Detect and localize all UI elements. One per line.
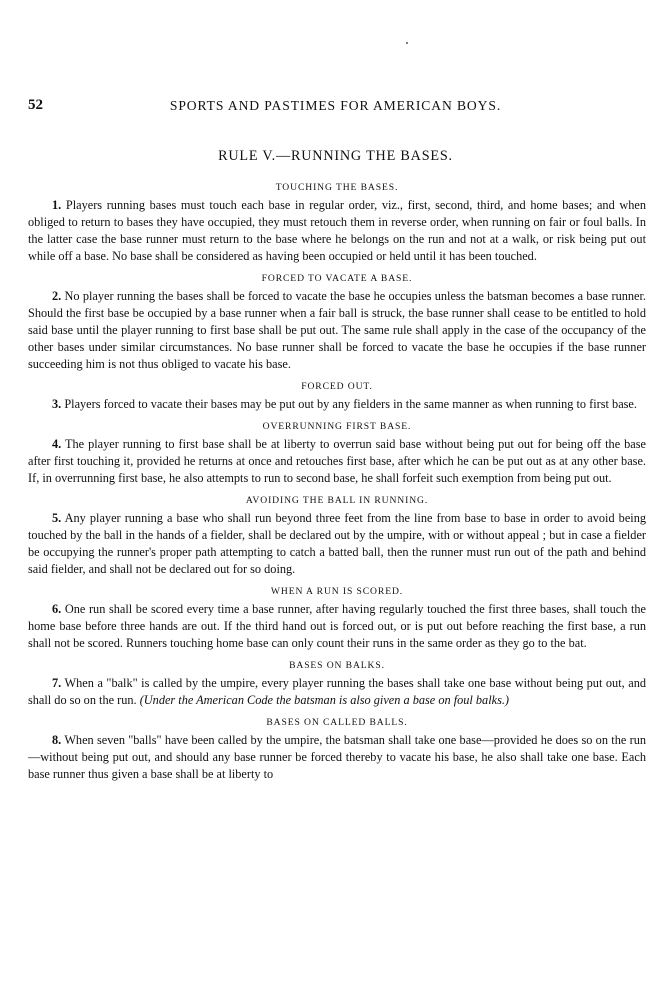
paragraph-text: When seven "balls" have been called by the umpire, the batsman shall take one base—provided he does so on the run—without being put out, and should any base runner be forced thereby to vacate his base, he also shall take one base. Each base runner thus given a base shall be at liberty to	[28, 733, 646, 781]
paragraph-number: 7.	[52, 676, 62, 690]
paragraph-note: (Under the American Code the batsman is also given a base on foul balks.)	[139, 693, 510, 707]
paragraph-text: The player running to first base shall be at liberty to overrun said base without being put out for being off the base after first touching it, provided he returns at once and retouches first base, after which he can be put out as at any other base. If, in overrunning first base, he also attempts to run to second base, he shall forfeit such exemption from being put out.	[28, 437, 646, 485]
paragraph-text: When a "balk" is called by the umpire, every player running the bases shall take one base without being put out, and shall do so on the run.	[28, 676, 646, 707]
section-paragraph	[28, 197, 646, 265]
section-heading: OVERRUNNING FIRST BASE.	[262, 421, 412, 432]
section-heading: FORCED OUT.	[301, 381, 373, 392]
section-heading: FORCED TO VACATE A BASE.	[261, 273, 413, 284]
section-paragraph	[28, 601, 646, 652]
section-paragraph	[28, 732, 646, 783]
paragraph-text: One run shall be scored every time a base runner, after having regularly touched the first three bases, shall touch the home base before three hands are out. If the third hand out is forced out, or is put out before reaching the first base, a run shall not be scored. Runners touching home base can only count their runs in the same order as they go to the bat.	[28, 602, 647, 650]
paragraph-number: 5.	[52, 511, 62, 525]
section-paragraph	[28, 510, 646, 578]
section-heading: WHEN A RUN IS SCORED.	[270, 586, 404, 597]
paragraph-text: No player running the bases shall be forced to vacate the base he occupies unless the batsman becomes a base runner. Should the first base be occupied by a base runner when a fair ball is struck, the base runner shall cease to be entitled to hold said base until the player running to first base shall be put out. The same rule shall apply in the case of the occupancy of the other bases under similar circumstances. No base runner shall be forced to vacate the base he occupies if the base runner succeeding him is not thus obliged to vacate his base.	[28, 289, 646, 371]
section-paragraph	[28, 288, 646, 373]
paragraph-text: Any player running a base who shall run beyond three feet from the line from base to base in order to avoid being touched by the ball in the hands of a fielder, shall be declared out by the umpire, with or without appeal ; but in case a fielder be occupying the runner's proper path attempting to catch a batted ball, then the runner must run out of the path and behind said fielder, and shall not be declared out for so doing.	[28, 511, 646, 576]
paragraph-text: Players running bases must touch each base in regular order, viz., first, second, third, and home bases; and when obliged to return to bases they have occupied, they must retouch them in reverse order, when running on fair or foul balls. In the latter case the base runner must return to the base where he belongs on the run and not at a walk, or risk being put out while off a base. No base shall be considered as having been occupied or held until it has been touched.	[28, 198, 646, 263]
paragraph-number: 6.	[52, 602, 62, 616]
paragraph-number: 1.	[52, 198, 62, 212]
running-header	[28, 97, 643, 119]
page-number: 52	[28, 97, 43, 113]
section-heading: AVOIDING THE BALL IN RUNNING.	[245, 495, 429, 506]
section-paragraph	[28, 436, 646, 487]
section-heading: TOUCHING THE BASES.	[275, 182, 399, 193]
paragraph-number: 4.	[52, 437, 62, 451]
paragraph-text: Players forced to vacate their bases may be put out by any fielders in the same manner as when running to first base.	[64, 397, 637, 411]
book-title: SPORTS AND PASTIMES FOR AMERICAN BOYS.	[169, 98, 502, 113]
section-paragraph	[28, 396, 646, 413]
section-heading: BASES ON CALLED BALLS.	[266, 717, 408, 728]
paragraph-number: 8.	[52, 733, 62, 747]
ink-speck	[406, 42, 408, 44]
paragraph-number: 2.	[52, 289, 62, 303]
section-paragraph	[28, 675, 646, 709]
rule-body	[28, 176, 646, 791]
section-heading: BASES ON BALKS.	[289, 660, 385, 671]
rule-title: RULE V.—RUNNING THE BASES.	[218, 148, 453, 164]
paragraph-number: 3.	[52, 397, 62, 411]
